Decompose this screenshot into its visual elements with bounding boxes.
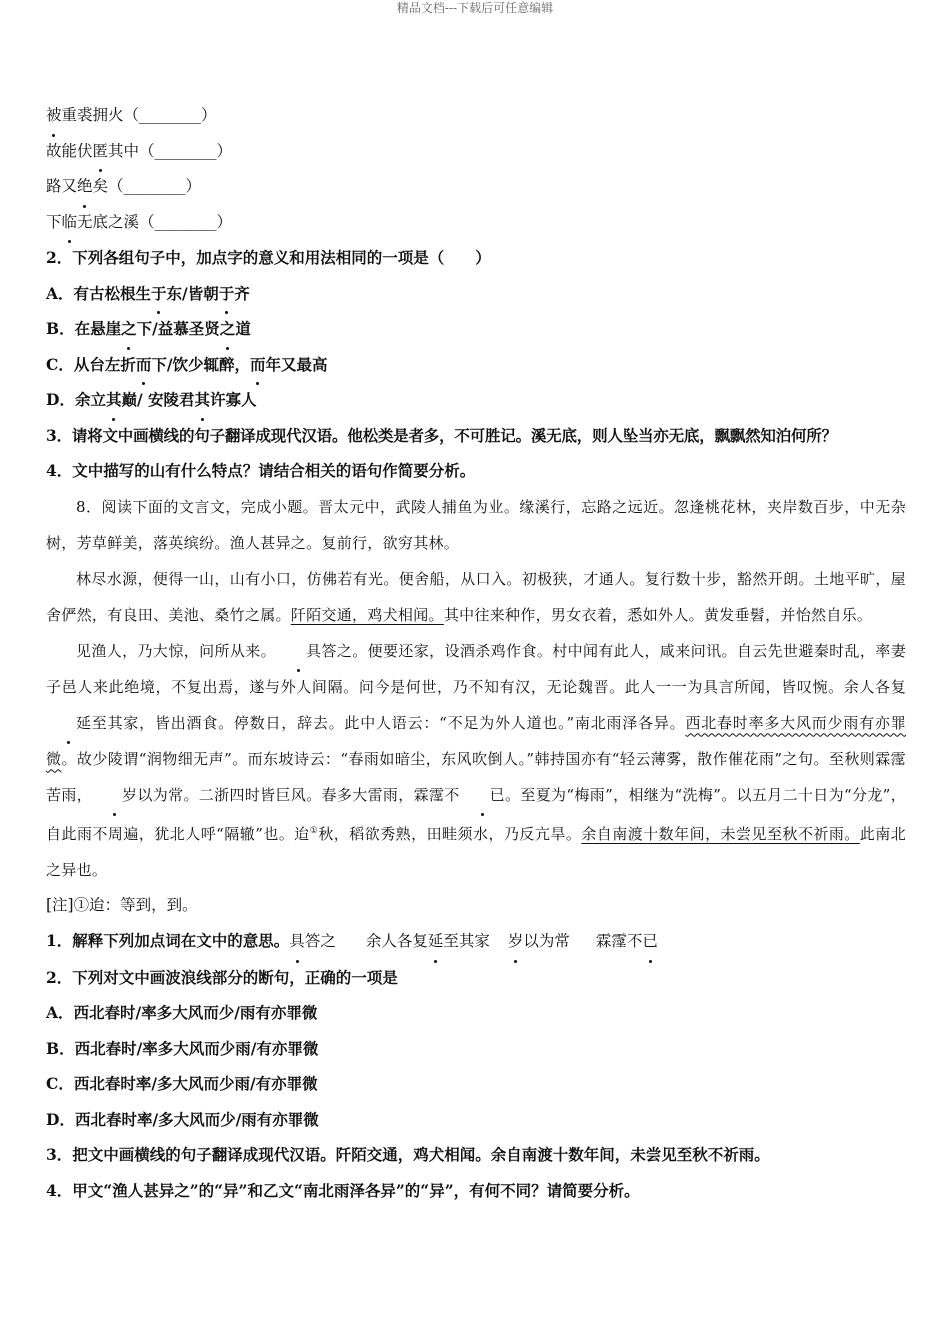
passage-text: 以为常。二浙四时皆巨风。春多大雷雨，霖霪不 — [137, 785, 460, 804]
passage-paragraph-3 — [46, 633, 906, 888]
dotted-char: 之 — [220, 311, 236, 347]
passage-text: 其中往来种作，男女衣着，悉如外人。黄发垂髫，并怡然自乐。 — [443, 605, 873, 624]
dotted-char: 已 — [460, 777, 505, 813]
dotted-char: 之 — [121, 311, 137, 347]
dotted-char: 而 — [136, 347, 152, 383]
page-header: 精品文档---下载后可任意编辑 — [396, 1, 554, 15]
dotted-char: 其 — [195, 382, 211, 418]
dotted-char: 岁 — [508, 924, 524, 960]
wavy-underlined-text: 西北春时率多大风而少雨有亦罪微 — [46, 713, 907, 768]
dotted-char: 其 — [106, 382, 122, 418]
option-text: D．余立 — [46, 390, 106, 409]
option-text: C．从台左折 — [46, 354, 136, 374]
option-2-c: C．西北春时率/多大风而少雨/有亦罪微 — [46, 1074, 318, 1093]
passage-text: 。至夏为“梅雨”，相继为“洗梅”。以五月二十日为“分龙”，自此雨不周遍，犹北人呼“隔辙”也。迨 — [46, 785, 906, 843]
dotted-char: 具 — [289, 924, 305, 960]
dotted-char: 具 — [276, 633, 321, 669]
underlined-sentence: 余自南渡十数年间，未尝见至秋不祈雨。 — [581, 824, 860, 843]
option-text: 许寡人 — [210, 390, 257, 409]
option-c — [46, 347, 906, 383]
option-text: B．在悬崖 — [46, 319, 122, 338]
word-item-1 — [46, 98, 906, 134]
question-text: 以为常 — [523, 932, 570, 950]
option-text: 东/皆朝 — [166, 283, 219, 303]
dotted-char: 匿 — [93, 134, 109, 170]
question-2: 2．下列各组句子中，加点字的意义和用法相同的一项是（ ） — [46, 248, 491, 267]
option-text: 巅/ 安陵君 — [121, 390, 195, 409]
dotted-char: 延 — [428, 924, 444, 960]
question-4: 4．文中描写的山有什么特点？请结合相关的语句作简要分析。 — [46, 461, 476, 480]
document-body — [46, 98, 906, 1208]
word-item-3 — [46, 169, 906, 205]
dotted-char: 岁 — [92, 777, 137, 813]
option-d — [46, 382, 906, 418]
passage-paragraph-2 — [46, 561, 906, 633]
word-text: 故能伏 — [46, 141, 93, 160]
passage-text: 至其家，皆出酒食。停数日，辞去。此中人语云：“不足为外人道也。”南北雨泽各异。 — [91, 713, 686, 732]
option-text: 齐 — [234, 283, 250, 303]
passage-text: 见渔人，乃大惊，问所从来。 — [76, 641, 277, 660]
option-a — [46, 276, 906, 312]
question-text: 答之 — [304, 932, 336, 950]
option-b — [46, 311, 906, 347]
dotted-char: 被 — [46, 98, 62, 134]
option-2-a: A．西北春时/率多大风而少/雨有亦罪微 — [46, 1003, 318, 1022]
word-text: 重裘拥火（________） — [61, 106, 217, 124]
underlined-sentence: 阡陌交通，鸡犬相闻。 — [290, 605, 444, 624]
word-text: 下 — [46, 212, 62, 231]
question-text: 至其家 — [443, 932, 490, 950]
question-text: 1．解释下列加点词在文中的意思。 — [46, 931, 290, 950]
passage-text: 此南北之异也。 — [46, 824, 907, 879]
passage-text: 秋，稻欲秀熟，田畦须水，乃反亢旱。 — [318, 824, 582, 843]
word-item-2 — [46, 134, 906, 170]
option-text: 下/益慕圣贤 — [136, 319, 220, 338]
option-2-b: B．西北春时/率多大风而少雨/有亦罪微 — [46, 1038, 319, 1058]
dotted-char: 临 — [62, 205, 78, 241]
option-text: 道 — [235, 319, 251, 338]
passage-text: 答之。便要还家，设酒杀鸡作食。村中闻有此人，咸来问讯。自云先世避秦时乱，率妻子邑人来此绝境，不复出焉，遂与外人间隔。问今是何世，乃不知有汉，无论魏晋。此人一一为具言所闻，皆叹惋。余人各复 — [46, 641, 907, 696]
option-text: A．有古松根生 — [46, 283, 152, 303]
dotted-char: 延 — [46, 705, 91, 741]
word-item-4 — [46, 205, 906, 241]
word-text: 其中（________） — [108, 141, 233, 160]
word-text: 路又 — [46, 177, 78, 195]
dotted-char: 于 — [219, 276, 235, 312]
question-3: 3．请将文中画横线的句子翻译成现代汉语。他松类是者多，不可胜记。溪无底，则人坠当亦无底，飘飘然知泊何所？ — [46, 425, 837, 445]
question-2-3: 3．把文中画横线的句子翻译成现代汉语。阡陌交通，鸡犬相闻。余自南渡十数年间，未尝见至秋不祈雨。 — [46, 1145, 770, 1164]
question-2-4: 4．甲文“渔人甚异之”的“异”和乙文“南北雨泽各异”的“异”，有何不同？请简要分析。 — [46, 1180, 640, 1200]
dotted-char: 而 — [250, 347, 266, 383]
question-2-2: 2．下列对文中画波浪线部分的断句，正确的一项是 — [46, 967, 398, 987]
word-text: 矣（________） — [92, 177, 202, 195]
dotted-char: 于 — [151, 276, 167, 312]
passage-paragraph-1: 8．阅读下面的文言文，完成小题。晋太元中，武陵人捕鱼为业。缘溪行，忘路之远近。忽逢桃花林，夹岸数百步，中无杂树，芳草鲜美，落英缤纷。渔人甚异之。复前行，欲穷其林。 — [46, 497, 906, 552]
dotted-char: 已 — [642, 924, 658, 960]
question-text: 余人各复 — [365, 932, 428, 950]
word-text: 无底之溪（________） — [77, 212, 233, 231]
option-2-d: D．西北春时率/多大风而少/雨有亦罪微 — [46, 1109, 319, 1129]
question-2-1 — [46, 923, 906, 960]
passage-text: 林尽水源，便得一山，山有小口，仿佛若有光。便舍船，从口入。初极狭，才通人。复行数十步，豁然开朗。土地平旷，屋舍俨然，有良田、美池、桑竹之属。 — [46, 569, 906, 624]
question-text: 霖霪不 — [595, 932, 643, 950]
passage-text: 。故少陵谓“润物细无声”。而东坡诗云：“春雨如暗尘，东风吹倒人。”韩持国亦有“轻云薄雾，散作催花雨”之句。至秋则霖霪苦雨， — [46, 749, 906, 804]
option-text: 年又最高 — [265, 354, 328, 374]
dotted-char: 绝 — [77, 169, 93, 205]
option-text: 下/饮少辄醉， — [151, 354, 251, 374]
footnote: [注]①迨：等到，到。 — [46, 895, 198, 914]
footnote-marker: ① — [309, 825, 319, 836]
